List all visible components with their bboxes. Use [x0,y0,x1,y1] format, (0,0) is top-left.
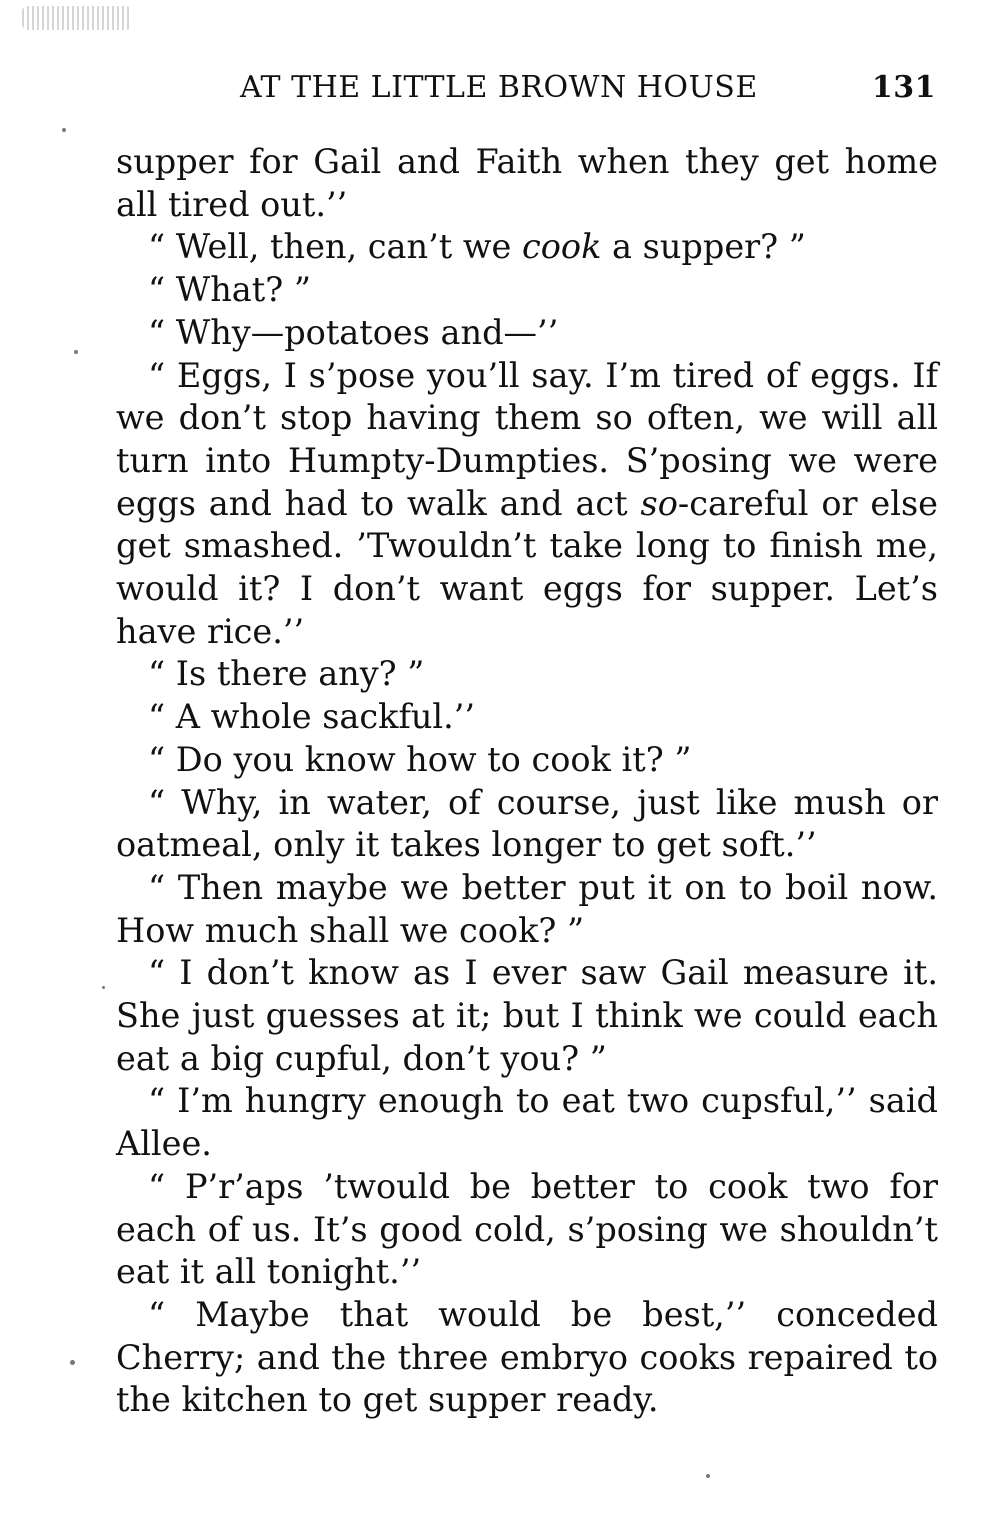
emphasis: so [640,483,678,523]
paragraph: “ Why, in water, of course, just like mush or oatmeal, only it takes longer to get soft.’’ [116,782,938,865]
scan-speck [102,986,105,989]
paragraph: “ I don’t know as I ever saw Gail measure it. She just guesses at it; but I think we could each eat a big cupful, don’t you? ” [116,953,938,1078]
paragraph: “ What? ” [148,270,311,310]
paragraph: “ Maybe that would be best,’’ conceded Cherry; and the three embryo cooks repaired to the kitchen to get supper ready. [116,1294,938,1420]
paragraph: “ Do you know how to cook it? ” [148,739,692,779]
paragraph: “ A whole sackful.’’ [148,697,476,737]
paragraph: “ Is there any? ” [148,654,425,694]
paragraph: “ Then maybe we better put it on to boil now. How much shall we cook? ” [116,867,938,950]
paragraph: supper for Gail and Faith when they get home all tired out.’’ [116,142,938,224]
emphasis: cook [521,227,602,267]
paragraph: “ P’r’aps ’twould be better to cook two for each of us. It’s good cold, s’posing we shouldn’t eat it all tonight.’’ [116,1166,938,1292]
chapter-title: AT THE LITTLE BROWN HOUSE [240,70,758,105]
paragraph: “ Well, then, can’t we cook a supper? ” [148,227,806,267]
scan-speck [62,128,66,132]
running-header [240,70,940,110]
paragraph: “ Eggs, I s’pose you’ll say. I’m tired of eggs. If we don’t stop having them so often, we will all turn into Humpty-Dumpties. S’posing we were eggs and had to walk and act so-careful or else get smashed. ’Twouldn’t take long to finish me, would it? I don’t want eggs for supper. Let’s have rice.’’ [116,355,938,651]
scan-speck [70,1360,75,1365]
page-number: 131 [871,70,936,105]
paragraph: “ Why—potatoes and—’’ [148,312,559,352]
body-text [116,141,938,1422]
scan-speck [74,350,78,354]
scan-smudge [22,6,132,30]
scan-speck [706,1474,710,1478]
paragraph: “ I’m hungry enough to eat two cupsful,’’ said Allee. [116,1081,938,1164]
